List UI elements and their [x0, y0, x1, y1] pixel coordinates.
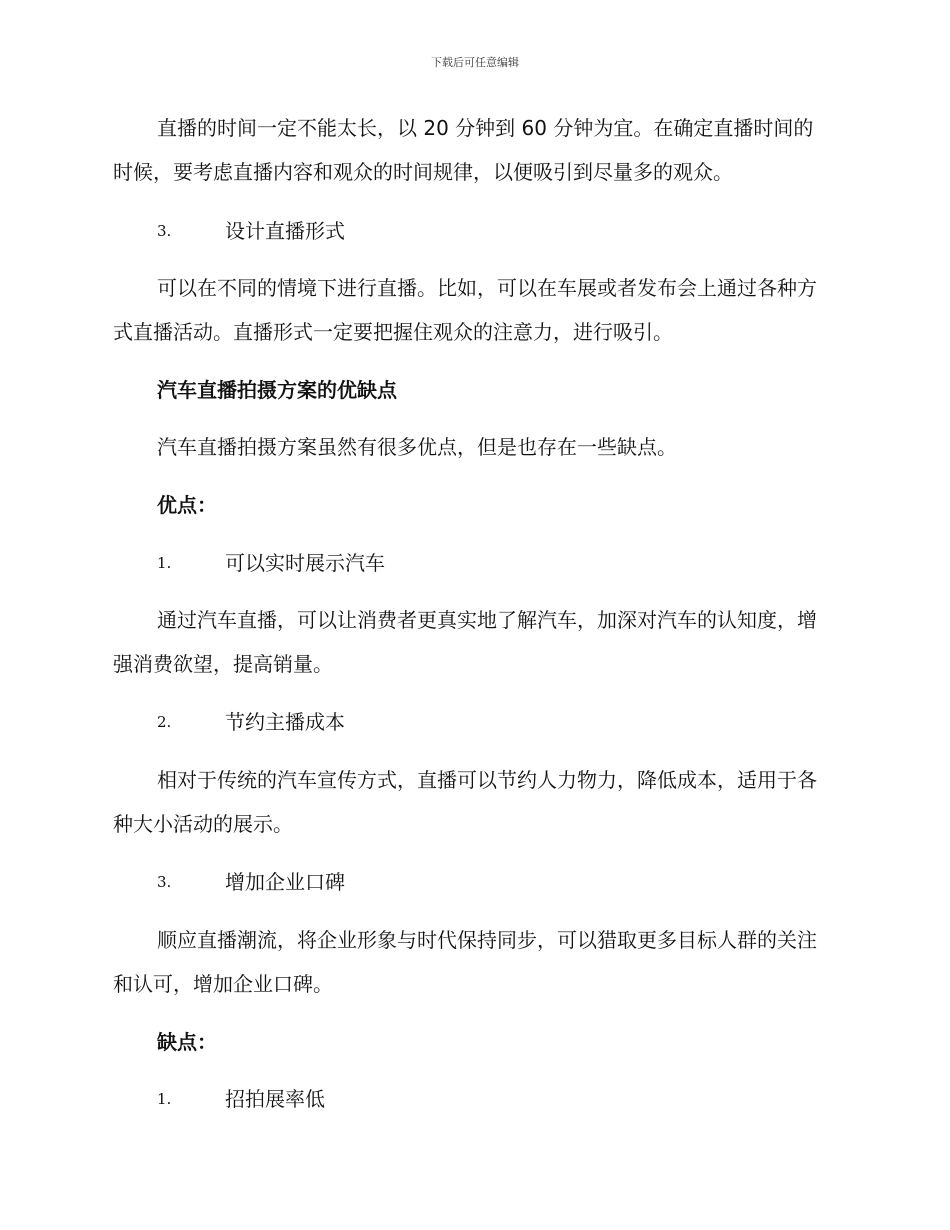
pros-label: 优点： — [157, 493, 217, 517]
paragraph-pro-2: 相对于传统的汽车宣传方式，直播可以节约人力物力，降低成本，适用于各种大小活动的展示。 — [113, 768, 817, 836]
list-text: 招拍展率低 — [225, 1087, 325, 1111]
cons-label: 缺点： — [157, 1030, 217, 1054]
list-item-design-format — [157, 216, 345, 246]
list-number: 2. — [157, 713, 172, 731]
page-header: 下载后可任意编辑 — [431, 56, 519, 69]
paragraph-duration: 直播的时间一定不能太长，以 20 分钟到 60 分钟为宜。在确定直播时间的时候，要考虑直播内容和观众的时间规律，以便吸引到尽量多的观众。 — [113, 116, 814, 184]
list-text: 设计直播形式 — [225, 219, 345, 243]
list-number: 1. — [157, 1090, 172, 1108]
list-number: 3. — [157, 873, 172, 891]
intro-text: 汽车直播拍摄方案虽然有很多优点，但是也存在一些缺点。 — [157, 435, 677, 459]
list-text: 可以实时展示汽车 — [225, 551, 385, 575]
paragraph-pro-1: 通过汽车直播，可以让消费者更真实地了解汽车，加深对汽车的认知度，增强消费欲望，提高销量。 — [113, 608, 817, 676]
list-number: 3. — [157, 222, 172, 240]
section-heading: 汽车直播拍摄方案的优缺点 — [157, 378, 397, 402]
list-item-pro-3 — [157, 867, 345, 897]
list-number: 1. — [157, 554, 172, 572]
list-text: 节约主播成本 — [225, 710, 345, 734]
paragraph-pro-3: 顺应直播潮流，将企业形象与时代保持同步，可以猎取更多目标人群的关注和认可，增加企业口碑。 — [113, 928, 817, 996]
list-item-con-1 — [157, 1084, 325, 1114]
list-item-pro-1 — [157, 548, 385, 578]
paragraph-format: 可以在不同的情境下进行直播。比如，可以在车展或者发布会上通过各种方式直播活动。直播形式一定要把握住观众的注意力，进行吸引。 — [113, 276, 817, 344]
list-item-pro-2 — [157, 707, 345, 737]
list-text: 增加企业口碑 — [225, 870, 345, 894]
